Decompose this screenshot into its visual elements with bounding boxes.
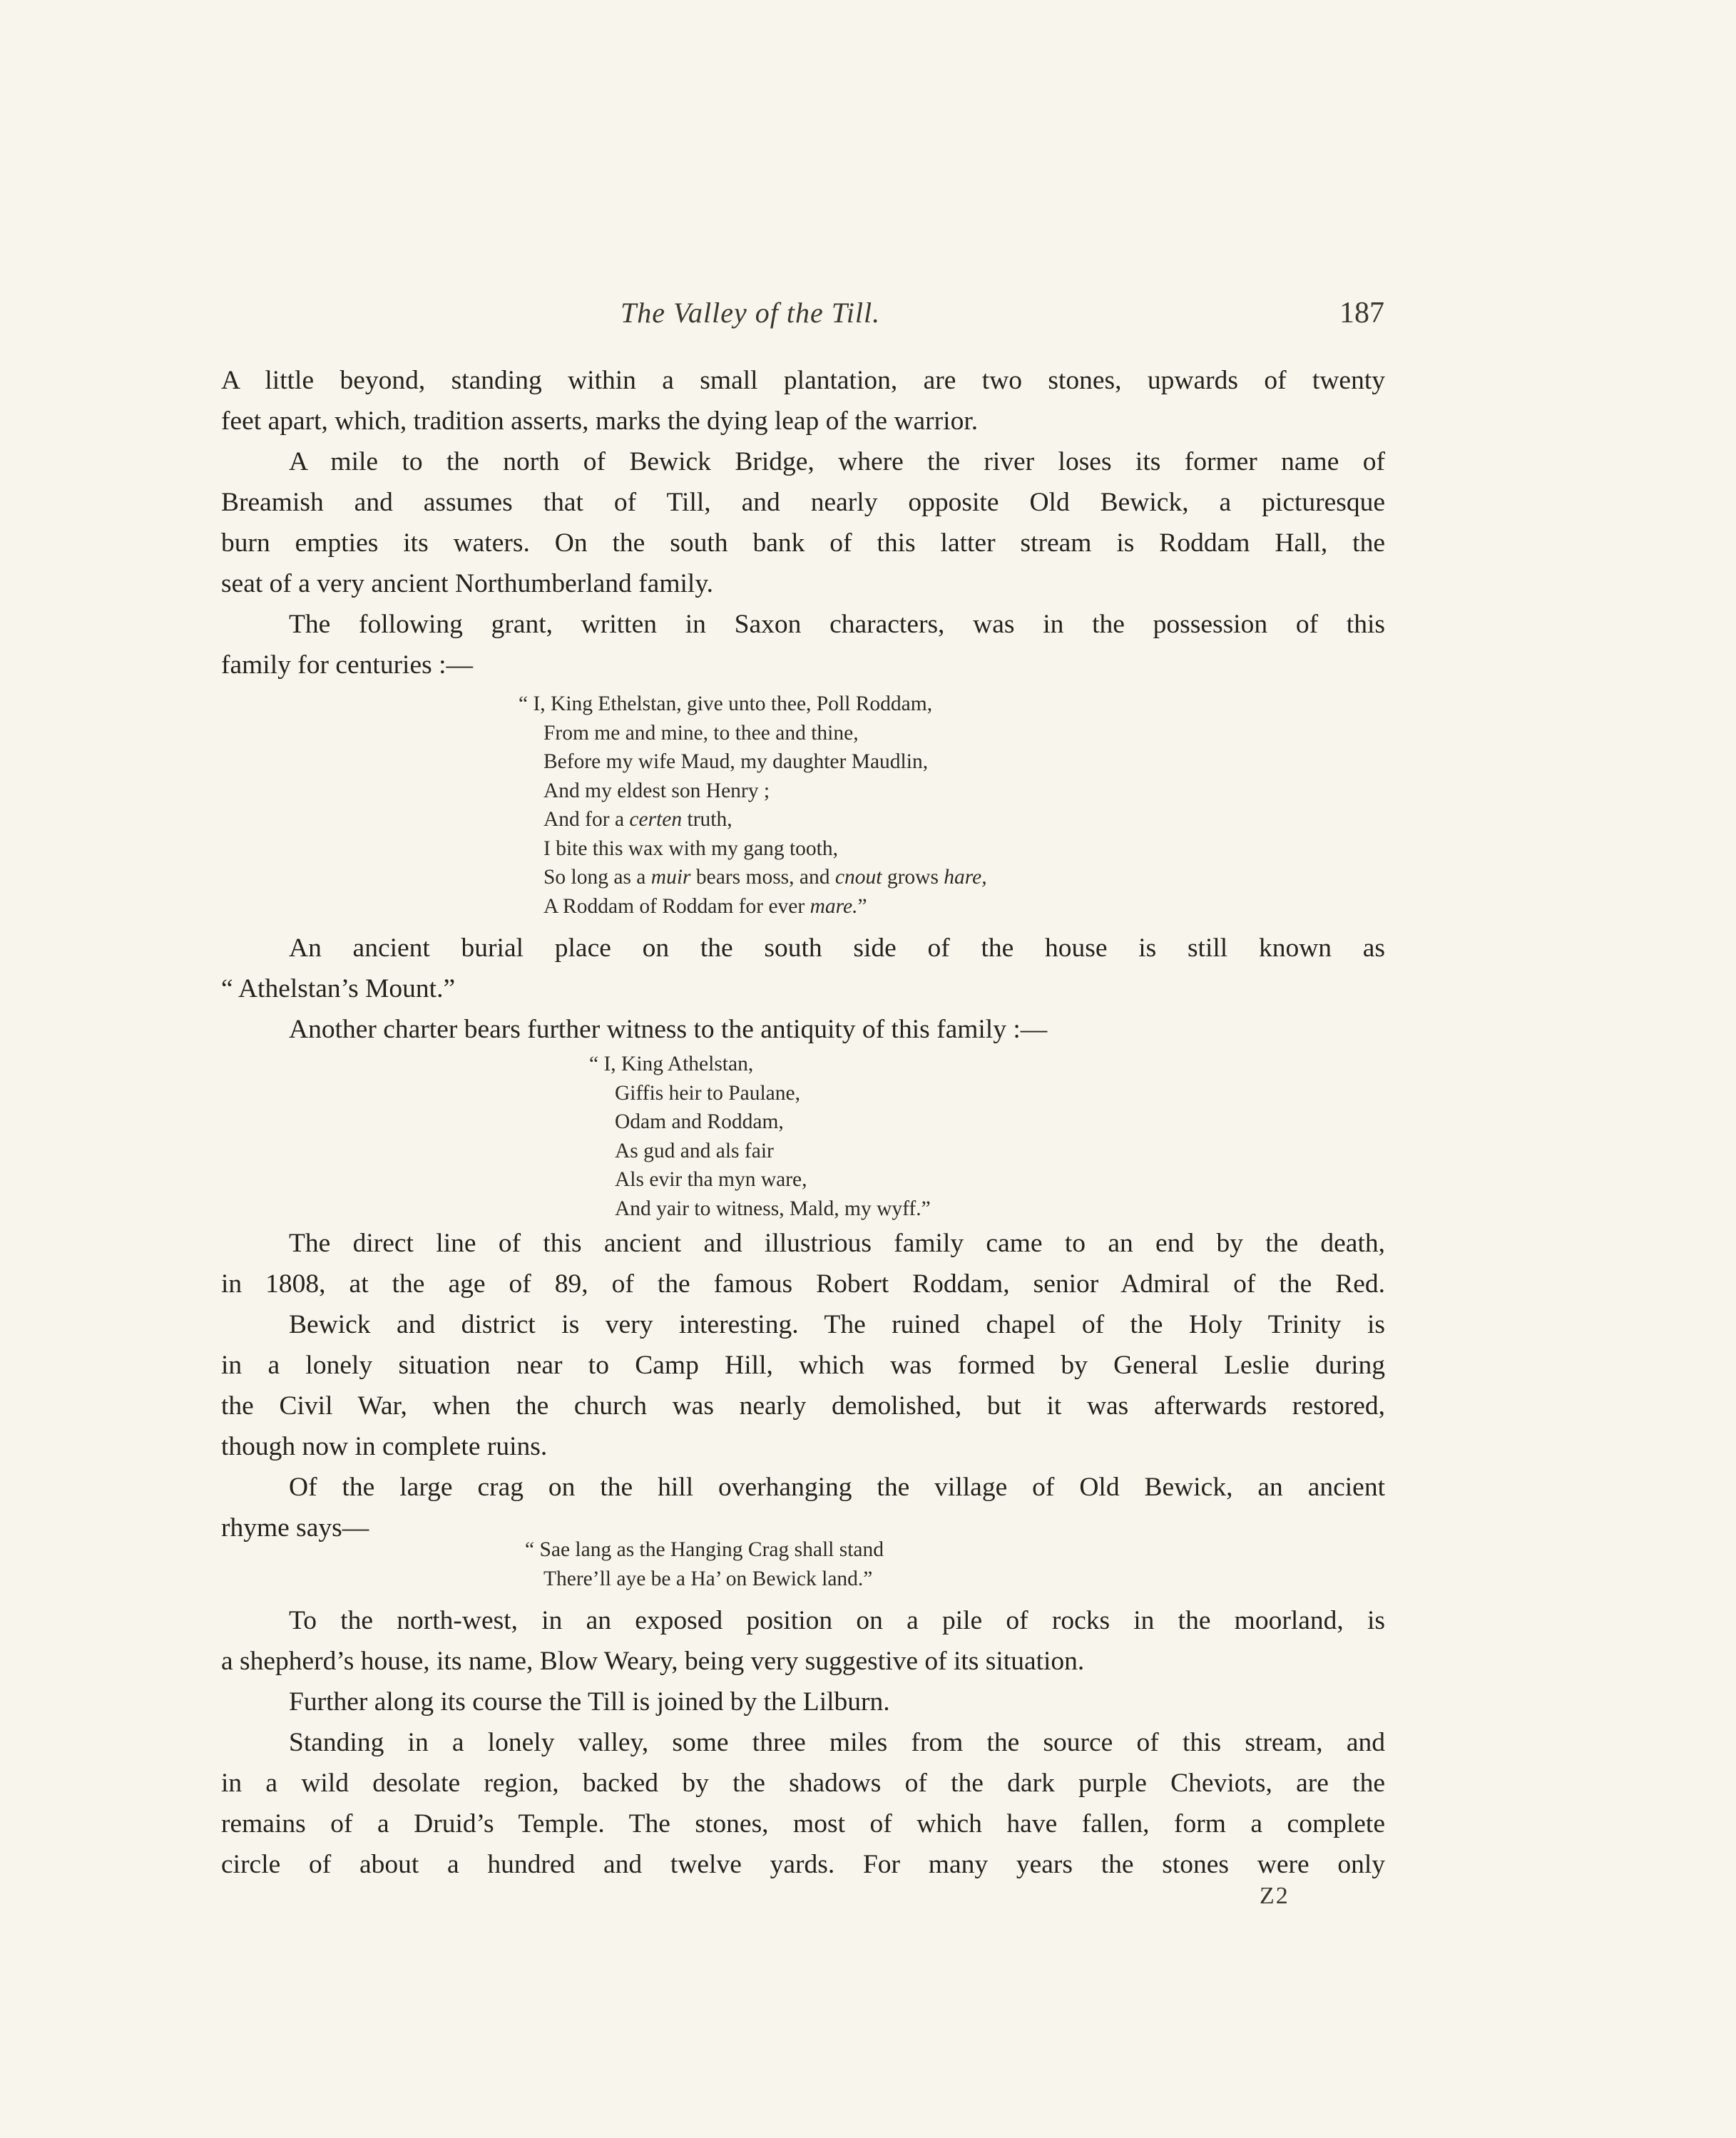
text-line: burn empties its waters. On the south bank of this latter stream is Roddam Hall, the [221, 528, 1385, 558]
paragraph [221, 1600, 1385, 1682]
text-line: “ Athelstan’s Mount.” [221, 974, 456, 1003]
verse-line: From me and mine, to thee and thine, [543, 721, 859, 745]
paragraph [221, 1009, 1385, 1050]
verse-line: And for a certen truth, [543, 808, 732, 831]
verse-line: Odam and Roddam, [615, 1110, 784, 1133]
text-line: family for centuries :— [221, 650, 474, 680]
verse-line: So long as a muir bears moss, and cnout grows hare, [543, 866, 987, 889]
verse-line: As gud and als fair [615, 1139, 774, 1162]
paragraph [221, 1682, 1385, 1722]
verse-line: “ I, King Athelstan, [589, 1053, 754, 1075]
verse-line: Als evir tha myn ware, [615, 1168, 807, 1191]
text-line: An ancient burial place on the south side of the house is still known as [289, 934, 1385, 963]
verse-line: There’ll aye be a Ha’ on Bewick land.” [543, 1567, 873, 1590]
text-line: The direct line of this ancient and illustrious family came to an end by the death, [289, 1229, 1385, 1258]
verse-line: And my eldest son Henry ; [543, 779, 770, 802]
paragraph [221, 441, 1385, 604]
text-line: Of the large crag on the hill overhanging the village of Old Bewick, an ancient [289, 1473, 1385, 1502]
text-line: Further along its course the Till is joined by the Lilburn. [289, 1687, 890, 1717]
body-text [221, 360, 1385, 1885]
text-line: Breamish and assumes that of Till, and nearly opposite Old Bewick, a picturesque [221, 488, 1385, 517]
verse-quotation [221, 690, 1385, 921]
text-line: Standing in a lonely valley, some three miles from the source of this stream, and [289, 1728, 1385, 1757]
text-line: Bewick and district is very interesting. The ruined chapel of the Holy Trinity is [289, 1310, 1385, 1339]
page-number: 187 [1339, 297, 1384, 329]
printer-signature-mark: Z2 [1260, 1883, 1290, 1909]
verse-line: Giffis heir to Paulane, [615, 1081, 800, 1105]
text-line: seat of a very ancient Northumberland family. [221, 569, 714, 598]
text-line: rhyme says— [221, 1513, 369, 1543]
verse-quotation [221, 1050, 1385, 1223]
text-line: remains of a Druid’s Temple. The stones, most of which have fallen, form a complete [221, 1809, 1385, 1838]
text-line: A little beyond, standing within a small plantation, are two stones, upwards of twenty [221, 366, 1385, 395]
verse-line: I bite this wax with my gang tooth, [543, 837, 838, 860]
paragraph [221, 1304, 1385, 1467]
verse-line: Before my wife Maud, my daughter Maudlin, [543, 750, 929, 773]
text-line: circle of about a hundred and twelve yards. For many years the stones were only [221, 1850, 1385, 1879]
text-line: A mile to the north of Bewick Bridge, where the river loses its former name of [289, 447, 1385, 476]
verse-line: “ Sae lang as the Hanging Crag shall stand [525, 1538, 884, 1561]
verse-line: And yair to witness, Mald, my wyff.” [615, 1197, 931, 1220]
verse-line: A Roddam of Roddam for ever mare.” [543, 894, 867, 918]
text-line: in 1808, at the age of 89, of the famous Robert Roddam, senior Admiral of the Red. [221, 1269, 1385, 1299]
text-line: Another charter bears further witness to the antiquity of this family :— [289, 1015, 1048, 1044]
verse-line: “ I, King Ethelstan, give unto thee, Poll Roddam, [519, 692, 933, 715]
paragraph [221, 1722, 1385, 1885]
running-title: The Valley of the Till. [621, 297, 881, 329]
page-header [0, 296, 1736, 339]
text-line: the Civil War, when the church was nearly demolished, but it was afterwards restored, [221, 1391, 1385, 1421]
paragraph [221, 360, 1385, 441]
paragraph [221, 928, 1385, 1009]
text-line: feet apart, which, tradition asserts, marks the dying leap of the warrior. [221, 406, 979, 436]
paragraph [221, 1223, 1385, 1304]
text-line: To the north-west, in an exposed position on a pile of rocks in the moorland, is [289, 1606, 1385, 1635]
text-line: in a lonely situation near to Camp Hill, which was formed by General Leslie during [221, 1351, 1385, 1380]
text-line: a shepherd’s house, its name, Blow Weary, being very suggestive of its situation. [221, 1647, 1085, 1676]
text-line: in a wild desolate region, backed by the shadows of the dark purple Cheviots, are the [221, 1769, 1385, 1798]
text-line: though now in complete ruins. [221, 1432, 548, 1461]
text-line: The following grant, written in Saxon characters, was in the possession of this [289, 610, 1385, 639]
paragraph [221, 604, 1385, 685]
verse-quotation [221, 1535, 1385, 1593]
